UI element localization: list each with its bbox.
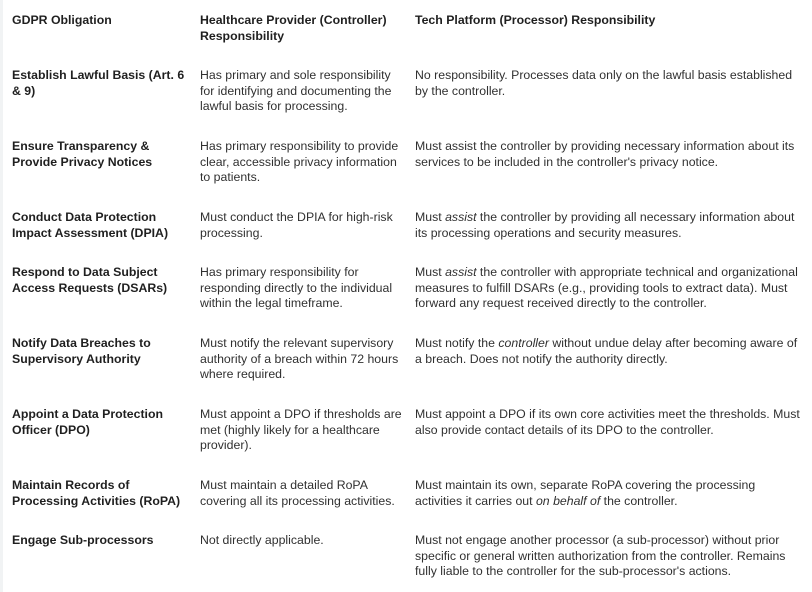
left-edge-divider [0,0,3,592]
controller-cell: Has primary responsibility to provide clear, accessible privacy information to patients. [200,139,399,185]
processor-cell: Must assist the controller by providing necessary information about its services to be included in the controller's privacy notice. [415,139,795,169]
processor-cell: Must not engage another processor (a sub-processor) without prior specific or general written authorization from the controller. Remains fully liable to the controller for the sub-processor's actions. [415,533,786,579]
gdpr-responsibility-table [12,0,808,580]
processor-cell [415,466,808,521]
processor-text-emphasis: assist [445,210,477,224]
header-processor: Tech Platform (Processor) Responsibility [415,13,656,27]
processor-cell [415,253,808,324]
header-obligation: GDPR Obligation [12,13,112,27]
processor-text-emphasis: assist [445,265,477,279]
obligation-cell: Respond to Data Subject Access Requests (DSARs) [12,265,168,295]
processor-text-post: the controller with appropriate technical and organizational measures to fulfill DSARs (e.g., providing tools to extract data). Must forward any request received directly to the controller. [415,265,798,311]
table-row [12,395,808,466]
processor-cell: No responsibility. Processes data only on the lawful basis established by the controller. [415,68,793,98]
obligation-cell: Ensure Transparency & Provide Privacy Notices [12,139,153,169]
processor-text-post: the controller. [600,493,678,508]
controller-cell: Must conduct the DPIA for high-risk processing. [200,210,393,240]
controller-cell: Must maintain a detailed RoPA covering all its processing activities. [200,478,395,508]
processor-text-pre: Must [415,210,446,224]
table-row [12,324,808,395]
controller-cell: Has primary and sole responsibility for identifying and documenting the lawful basis for processing. [200,68,392,114]
processor-text-pre: Must [415,265,446,279]
obligation-cell: Conduct Data Protection Impact Assessment (DPIA) [12,210,169,240]
table-row [12,198,808,253]
obligation-cell: Notify Data Breaches to Supervisory Authority [12,336,151,366]
processor-text-post: the controller by providing all necessary information about its processing operations and security measures. [415,210,795,240]
table-row [12,521,808,580]
processor-text-emphasis: controller [498,336,549,350]
processor-text-pre: Must notify the [415,336,499,350]
obligation-cell: Appoint a Data Protection Officer (DPO) [12,407,163,437]
processor-text-post: without undue delay after becoming aware of a breach. Does not notify the authority directly. [415,336,798,366]
processor-cell [415,198,808,253]
table-row [12,56,808,127]
table-header-row [12,0,808,56]
controller-cell: Must appoint a DPO if thresholds are met (highly likely for a healthcare provider). [200,407,402,453]
obligation-cell: Engage Sub-processors [12,533,154,547]
header-controller: Healthcare Provider (Controller) Responsibility [200,13,387,43]
controller-cell: Must notify the relevant supervisory authority of a breach within 72 hours where required. [200,336,399,382]
table-row [12,127,808,198]
processor-cell [415,324,808,395]
obligation-cell: Establish Lawful Basis (Art. 6 & 9) [12,68,185,98]
processor-text-emphasis: on behalf of [535,493,601,508]
processor-cell: Must appoint a DPO if its own core activities meet the thresholds. Must also provide contact details of its DPO to the controller. [415,407,800,437]
processor-text-pre: Must maintain its own, separate RoPA covering the processing activities it carries out [415,478,756,508]
obligation-cell: Maintain Records of Processing Activities (RoPA) [12,478,181,508]
table-row [12,253,808,324]
controller-cell: Has primary responsibility for responding directly to the individual within the legal timeframe. [200,265,393,311]
table-row [12,466,808,521]
controller-cell: Not directly applicable. [200,533,324,547]
